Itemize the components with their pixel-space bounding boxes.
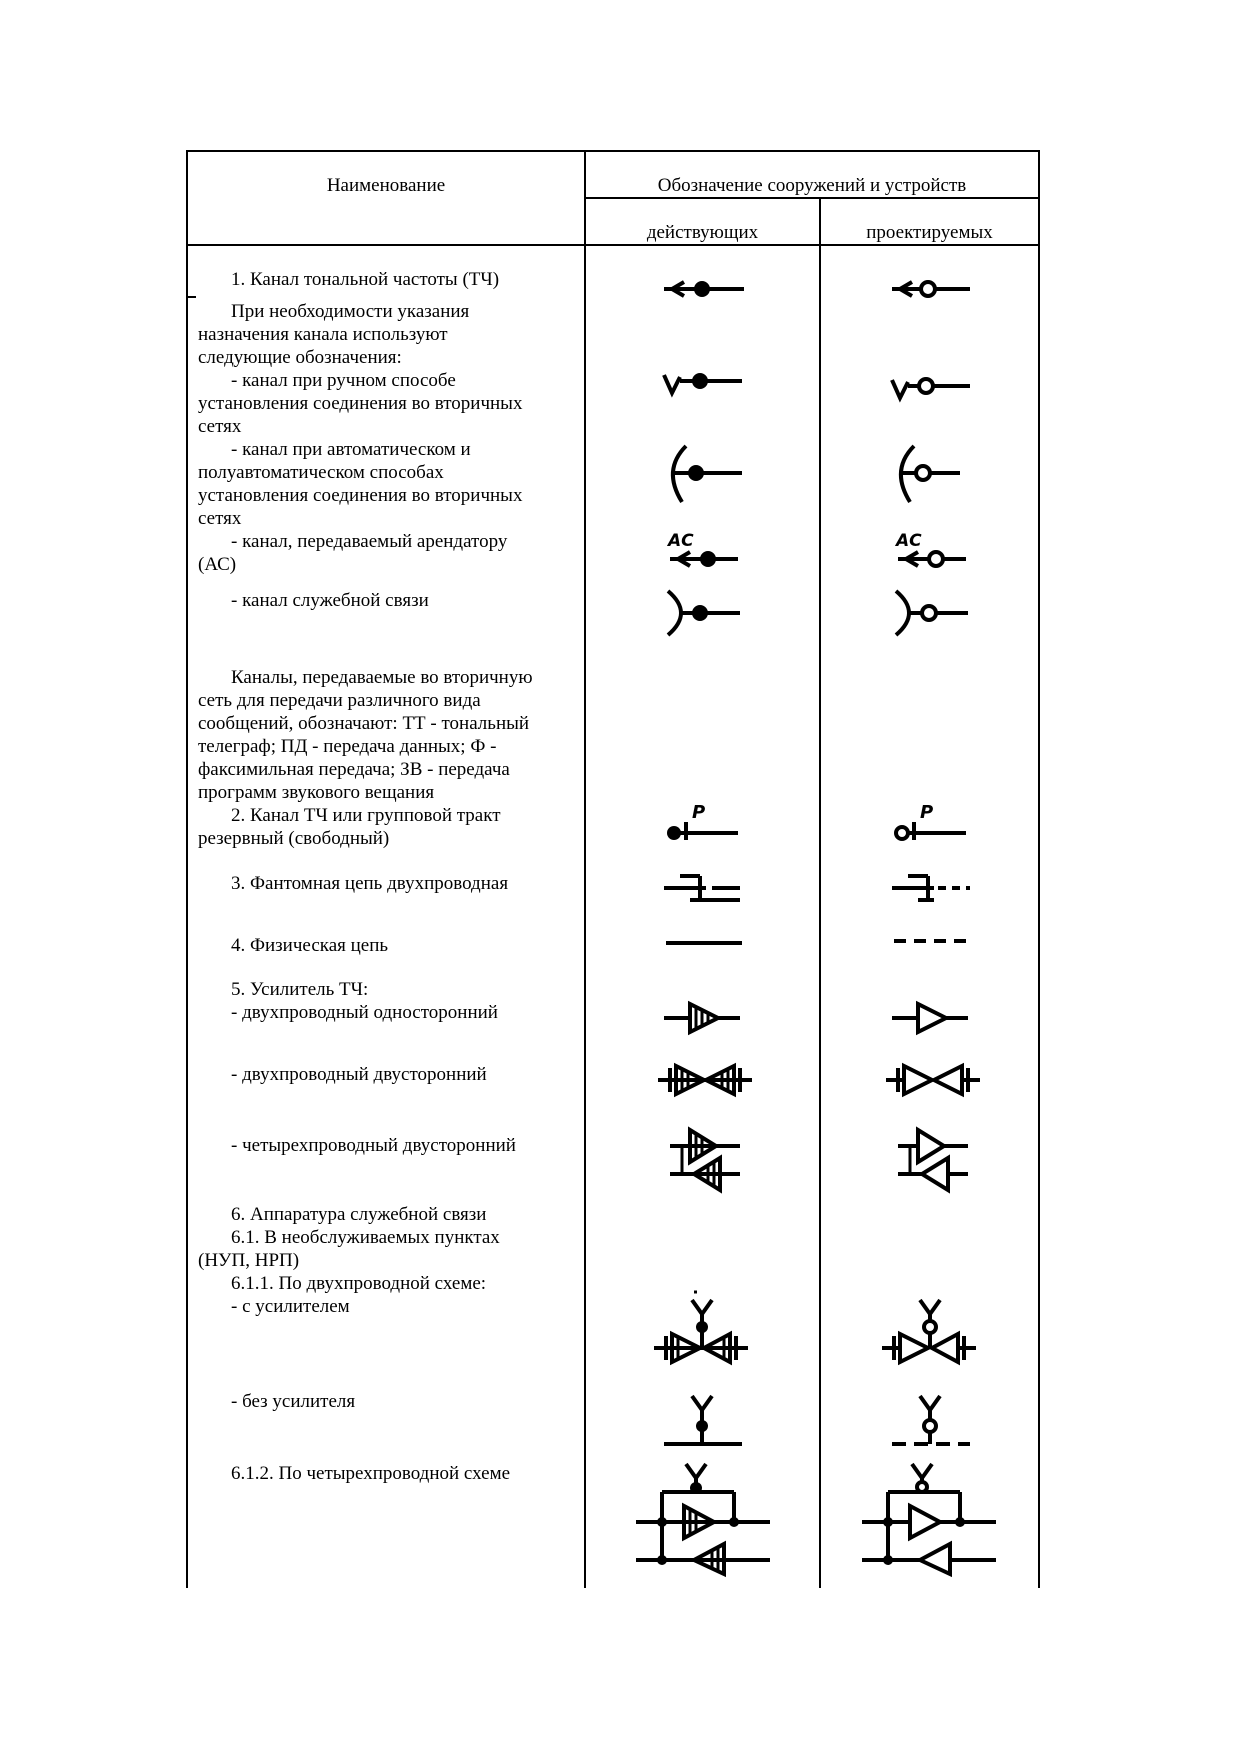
header-name: Наименование bbox=[326, 175, 446, 196]
service-2w-amp-open-icon bbox=[880, 1290, 980, 1372]
row-3-line-3: сетях bbox=[198, 416, 242, 437]
channel-tch-filled-icon bbox=[660, 275, 750, 305]
header-existing: действующих bbox=[646, 222, 759, 243]
row-separator-left bbox=[188, 296, 196, 298]
row-11-line-1: 5. Усилитель ТЧ: bbox=[231, 979, 369, 1000]
phantom-circuit-dashed-icon bbox=[888, 868, 978, 914]
channel-tch-open-icon bbox=[888, 275, 978, 305]
row-8-line-2: резервный (свободный) bbox=[198, 828, 390, 849]
row-11-line-2: - двухпроводный односторонний bbox=[231, 1002, 498, 1023]
row-12-line-1: - двухпроводный двусторонний bbox=[231, 1064, 487, 1085]
row-7-line-5: факсимильная передача; ЗВ - передача bbox=[198, 759, 510, 780]
row-8-line-1: 2. Канал ТЧ или групповой тракт bbox=[231, 805, 501, 826]
row-4-line-4: сетях bbox=[198, 508, 242, 529]
header-group-divider bbox=[585, 197, 1039, 199]
physical-circuit-solid-icon bbox=[660, 936, 750, 950]
amp-4w-twoway-open-icon bbox=[888, 1124, 978, 1196]
amp-2w-oneway-hatched-icon bbox=[660, 998, 750, 1038]
row-14-line-4: 6.1.1. По двухпроводной схеме: bbox=[231, 1273, 487, 1294]
row-13-line-1: - четырехпроводный двусторонний bbox=[231, 1135, 516, 1156]
row-4-line-2: полуавтоматическом способах bbox=[198, 462, 444, 483]
manual-channel-open-icon bbox=[888, 370, 978, 406]
header-projected: проектируемых bbox=[866, 222, 993, 243]
reserve-channel-open-icon bbox=[888, 800, 978, 846]
service-channel-filled-icon bbox=[660, 585, 750, 641]
tenant-channel-open-icon bbox=[888, 528, 978, 572]
table-right-border bbox=[1038, 150, 1040, 1588]
row-15-line-1: - без усилителя bbox=[231, 1391, 356, 1412]
row-3-line-1: - канал при ручном способе bbox=[231, 370, 456, 391]
manual-channel-filled-icon bbox=[660, 365, 750, 401]
header-designation: Обозначение сооружений и устройств bbox=[657, 175, 967, 196]
tenant-channel-label: АС bbox=[668, 531, 694, 551]
amp-4w-twoway-hatched-icon bbox=[660, 1124, 750, 1196]
physical-circuit-dashed-icon bbox=[888, 934, 978, 948]
reserve-channel-label: P bbox=[692, 802, 706, 823]
row-10-line-1: 4. Физическая цепь bbox=[231, 935, 389, 956]
row-7-line-1: Каналы, передаваемые во вторичную bbox=[231, 667, 533, 688]
service-4w-hatched-icon bbox=[634, 1462, 774, 1574]
row-2-line-1: При необходимости указания bbox=[231, 301, 470, 322]
service-channel-open-icon bbox=[888, 585, 978, 641]
row-3-line-2: установления соединения во вторичных bbox=[198, 393, 523, 414]
auto-channel-open-icon bbox=[888, 440, 978, 510]
row-14-line-3: (НУП, НРП) bbox=[198, 1250, 300, 1271]
amp-2w-twoway-hatched-icon bbox=[656, 1060, 756, 1100]
row-5-line-2: (АС) bbox=[198, 554, 237, 575]
row-4-line-3: установления соединения во вторичных bbox=[198, 485, 523, 506]
row-7-line-2: сеть для передачи различного вида bbox=[198, 690, 481, 711]
row-2-line-2: назначения канала используют bbox=[198, 324, 448, 345]
service-2w-noamp-dashed-icon bbox=[888, 1392, 978, 1454]
row-5-line-1: - канал, передаваемый арендатору bbox=[231, 531, 508, 552]
service-4w-open-icon bbox=[860, 1462, 1000, 1574]
auto-channel-filled-icon bbox=[660, 440, 750, 510]
column-divider-2 bbox=[819, 197, 821, 1588]
row-2-line-3: следующие обозначения: bbox=[198, 347, 402, 368]
amp-2w-oneway-open-icon bbox=[888, 998, 978, 1038]
table-left-border bbox=[186, 150, 188, 1588]
tenant-channel-filled-icon bbox=[660, 528, 750, 572]
row-14-line-1: 6. Аппаратура служебной связи bbox=[231, 1204, 487, 1225]
row-4-line-1: - канал при автоматическом и bbox=[231, 439, 471, 460]
service-2w-amp-hatched-icon bbox=[652, 1290, 752, 1372]
row-7-line-6: программ звукового вещания bbox=[198, 782, 435, 803]
row-1-line-1: 1. Канал тональной частоты (ТЧ) bbox=[231, 269, 500, 290]
header-bottom-border bbox=[186, 244, 1039, 246]
row-7-line-3: сообщений, обозначают: ТТ - тональный bbox=[198, 713, 530, 734]
row-9-line-1: 3. Фантомная цепь двухпроводная bbox=[231, 873, 509, 894]
reserve-channel-filled-icon bbox=[660, 800, 750, 846]
tenant-channel-label-projected: АС bbox=[896, 531, 922, 551]
reserve-channel-label-projected: P bbox=[920, 802, 934, 823]
service-2w-noamp-solid-icon bbox=[660, 1392, 750, 1454]
amp-2w-twoway-open-icon bbox=[884, 1060, 984, 1100]
column-divider-1 bbox=[584, 150, 586, 1588]
table-top-border bbox=[186, 150, 1039, 152]
row-6-line-1: - канал служебной связи bbox=[231, 590, 429, 611]
row-14-line-5: - с усилителем bbox=[231, 1296, 350, 1317]
row-14-line-2: 6.1. В необслуживаемых пунктах bbox=[231, 1227, 500, 1248]
phantom-circuit-solid-icon bbox=[660, 868, 750, 914]
row-7-line-4: телеграф; ПД - передача данных; Ф - bbox=[198, 736, 497, 757]
row-16-line-1: 6.1.2. По четырехпроводной схеме bbox=[231, 1463, 511, 1484]
